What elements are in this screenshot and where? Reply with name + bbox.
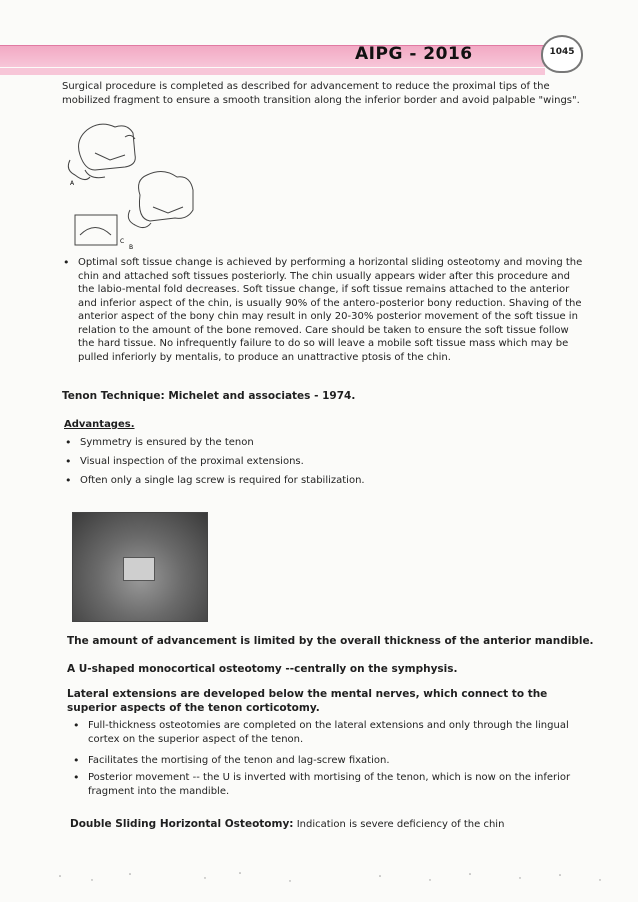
advantage-item: • Symmetry is ensured by the tenon xyxy=(80,436,254,450)
advantage-item: • Visual inspection of the proximal extensions. xyxy=(80,455,304,469)
advantages-label: Advantages. xyxy=(64,419,135,430)
page-number-badge: 1045 xyxy=(541,35,583,73)
intro-paragraph: Surgical procedure is completed as described for advancement to reduce the proximal tips of the mobilized fragment to ensure a smooth transition along the inferior border and avoid palpable "wings". xyxy=(62,81,580,106)
soft-tissue-bullet: • Optimal soft tissue change is achieved by performing a horizontal sliding osteotomy and moving the chin and attached soft tissues posteriorly. The chin usually appears wider after this procedure and the labio-mental fold decreases. Soft tissue change, if soft tissue remains attached to the anterior and inferior aspect of the chin, is usually 90% of the antero-posterior bony reduction. Shaving of the anterior aspect of the bony chin may result in only 20-30% posterior movement of the soft tissue in relation to the amount of the bone removed. Care should be taken to ensure the soft tissue follow the hard tissue. No infrequently failure to do so will leave a mobile soft tissue mass which may be pulled inferiorly by mentalis, to produce an unattractive ptosis of the chin. xyxy=(78,256,588,364)
figure-label-b: B xyxy=(129,244,134,251)
step-item: • Full-thickness osteotomies are completed on the lateral extensions and only through the lingual cortex on the superior aspect of the tenon. xyxy=(88,719,588,746)
figure-label-c: C xyxy=(120,238,125,245)
double-sliding-line xyxy=(70,818,504,832)
tenon-photo-block xyxy=(123,557,155,581)
figure-label-a: A xyxy=(70,180,75,187)
tenon-photo xyxy=(72,512,208,622)
skull-osteotomy-illustration xyxy=(65,115,205,260)
advantage-item: • Often only a single lag screw is required for stabilization. xyxy=(80,474,365,488)
page-title: AIPG - 2016 xyxy=(355,44,473,64)
double-sliding-label: Double Sliding Horizontal Osteotomy: xyxy=(70,818,294,830)
scan-speckle xyxy=(0,868,638,888)
step-item: • Facilitates the mortising of the tenon and lag-screw fixation. xyxy=(88,754,588,768)
statement-u-shaped: A U-shaped monocortical osteotomy --centrally on the symphysis. xyxy=(67,663,458,675)
statement-advancement: The amount of advancement is limited by the overall thickness of the anterior mandible. xyxy=(67,635,594,647)
statement-lateral: Lateral extensions are developed below the mental nerves, which connect to the superior aspects of the tenon corticotomy. xyxy=(67,688,548,714)
header-stripe xyxy=(0,68,545,75)
step-item: • Posterior movement -- the U is inverted with mortising of the tenon, which is now on the inferior fragment into the mandible. xyxy=(88,771,588,798)
double-sliding-text: Indication is severe deficiency of the chin xyxy=(293,819,505,830)
tenon-heading: Tenon Technique: Michelet and associates - 1974. xyxy=(62,390,356,402)
